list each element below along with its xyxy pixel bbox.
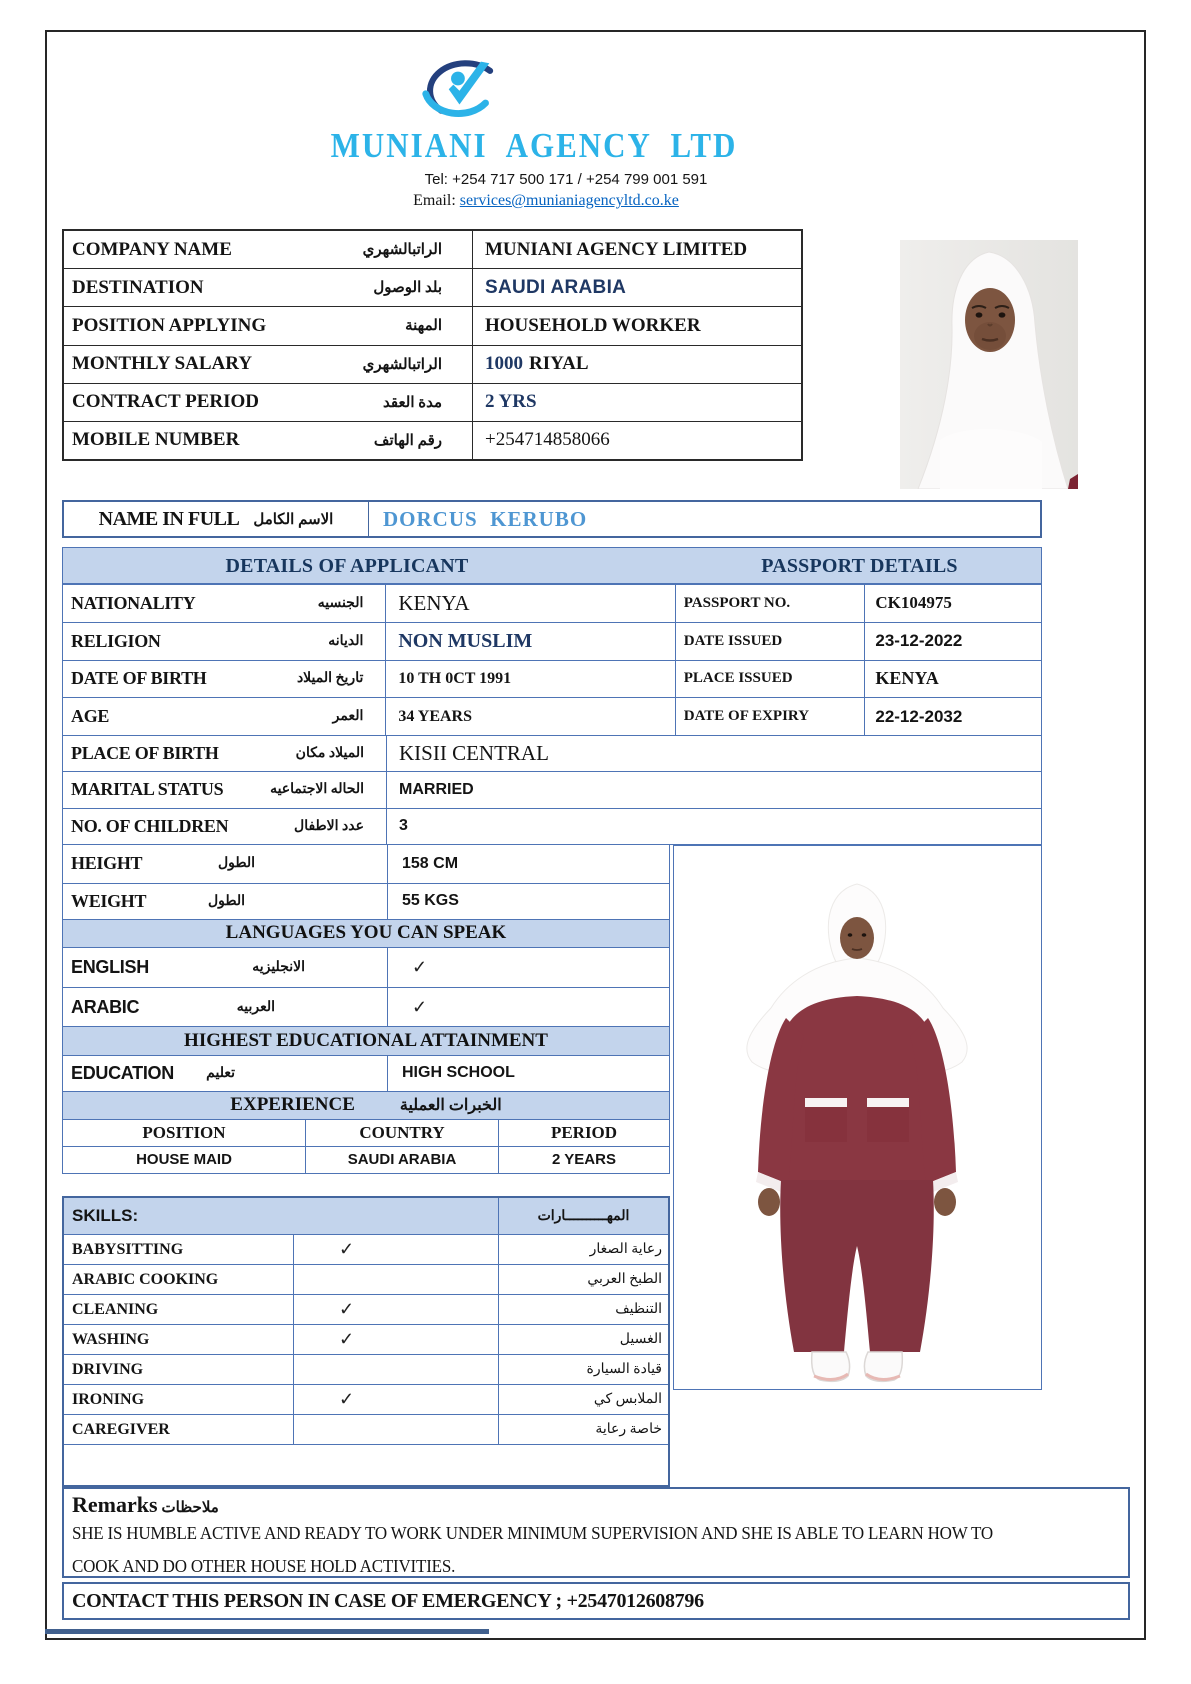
header-en: EXPERIENCE	[230, 1094, 355, 1116]
position-applying-value: HOUSEHOLD WORKER	[485, 314, 701, 336]
label-en: NATIONALITY	[71, 592, 196, 613]
remarks-line-2: COOK AND DO OTHER HOUSE HOLD ACTIVITIES.	[72, 1556, 456, 1576]
skill-row	[64, 1294, 668, 1324]
label-en: RELIGION	[71, 630, 161, 651]
weight-label	[63, 884, 387, 919]
label-ar: مدة العقد	[383, 394, 442, 411]
label-en: MARITAL STATUS	[71, 779, 224, 800]
arabic-check: ✓	[387, 988, 669, 1027]
skill-caregiver-label: CAREGIVER	[72, 1420, 170, 1438]
skill-caregiver-check	[293, 1415, 498, 1444]
monthly-salary-value	[473, 346, 801, 383]
country-column-header: COUNTRY	[305, 1120, 498, 1146]
height-value: 158 CM	[387, 845, 669, 883]
skill-driving-label: DRIVING	[72, 1360, 144, 1378]
skill-ironing-arabic: الملابس كي	[498, 1385, 668, 1414]
table-row	[64, 231, 801, 268]
period-column-header: PERIOD	[498, 1120, 669, 1146]
label-ar: بلد الوصول	[373, 280, 442, 297]
date-of-expiry-value: 22-12-2032	[864, 698, 1041, 735]
skill-arabic-cooking-label: ARABIC COOKING	[72, 1270, 219, 1288]
passport-details-header: PASSPORT DETAILS	[761, 555, 958, 577]
place-of-birth-label	[63, 736, 386, 771]
name-in-full-row	[62, 500, 1042, 538]
header-ar: الخبرات العملية	[399, 1097, 502, 1115]
name-in-full-value	[369, 502, 1040, 536]
applicant-name: DORCUS KERUBO	[383, 506, 588, 531]
skill-row	[64, 1234, 668, 1264]
label-en: HEIGHT	[71, 853, 143, 874]
label-en: PLACE OF BIRTH	[71, 743, 219, 764]
date-of-expiry-label: DATE OF EXPIRY	[675, 698, 865, 735]
nationality-value: KENYA	[385, 585, 674, 622]
table-row	[63, 845, 669, 883]
label-ar: الديانه	[328, 633, 364, 649]
label-en: COMPANY NAME	[72, 238, 232, 260]
remarks-title	[72, 1492, 1120, 1518]
date-of-birth-label	[63, 661, 385, 698]
label-en: WEIGHT	[71, 890, 147, 911]
skill-row	[64, 1354, 668, 1384]
experience-columns-row	[63, 1119, 669, 1146]
label-en: EDUCATION	[71, 1062, 174, 1083]
skill-cleaning-label: CLEANING	[72, 1300, 159, 1318]
experience-country: SAUDI ARABIA	[305, 1147, 498, 1173]
remarks-line-1: SHE IS HUMBLE ACTIVE AND READY TO WORK UNDER MINIMUM SUPERVISION AND SHE IS ABLE TO LEARN HOW TO	[72, 1523, 993, 1543]
email-link[interactable]: services@munianiagencyltd.co.ke	[459, 192, 679, 209]
company-name-label	[64, 231, 473, 268]
name-in-full-label	[64, 502, 369, 536]
label-en: MOBILE NUMBER	[72, 429, 240, 451]
skills-header-row	[64, 1198, 668, 1234]
skill-driving-check	[293, 1355, 498, 1384]
label-ar: الراتبالشهري	[362, 242, 442, 259]
details-of-applicant-header: DETAILS OF APPLICANT	[225, 555, 469, 577]
languages-header: LANGUAGES YOU CAN SPEAK	[63, 919, 669, 947]
date-issued-label: DATE ISSUED	[675, 623, 865, 660]
label-en: ENGLISH	[71, 956, 149, 977]
email-label: Email:	[413, 192, 456, 209]
age-label	[63, 698, 385, 735]
table-row	[64, 383, 801, 421]
skill-cleaning-check: ✓	[293, 1295, 498, 1324]
passport-no-label: PASSPORT NO.	[675, 585, 865, 622]
details-passport-table	[62, 584, 1042, 736]
skill-babysitting-arabic: رعاية الصغار	[498, 1235, 668, 1264]
skill-ironing-label: IRONING	[72, 1390, 145, 1408]
date-of-birth-value: 10 TH 0CT 1991	[385, 661, 674, 698]
remarks-title-en: Remarks	[72, 1492, 158, 1517]
salary-amount: 1000	[485, 353, 523, 375]
personal-rows-table	[62, 736, 1042, 845]
label-ar: الحاله الاجتماعيه	[270, 782, 364, 798]
table-row	[63, 883, 669, 919]
skill-driving-arabic: قيادة السيارة	[498, 1355, 668, 1384]
agency-phone: Tel: +254 717 500 171 / +254 799 001 591	[424, 171, 708, 188]
weight-value: 55 KGS	[387, 884, 669, 919]
table-row	[64, 421, 801, 459]
label-en: AGE	[71, 706, 110, 727]
table-row	[64, 345, 801, 383]
agency-title: MUNIANI AGENCY LTD	[330, 125, 738, 166]
skill-babysitting-check: ✓	[293, 1235, 498, 1264]
skill-washing-arabic: الغسيل	[498, 1325, 668, 1354]
table-row	[63, 1055, 669, 1091]
label-en: NO. OF CHILDREN	[71, 815, 229, 836]
passport-no-value: CK104975	[864, 585, 1041, 622]
table-row	[63, 697, 1041, 735]
destination-value: SAUDI ARABIA	[485, 276, 627, 298]
table-row	[63, 771, 1041, 807]
label-ar: المهنة	[405, 318, 442, 335]
experience-header	[63, 1091, 669, 1119]
marital-status-value: MARRIED	[386, 772, 1041, 807]
children-value: 3	[386, 809, 1041, 844]
table-row	[64, 306, 801, 344]
label-ar: الطول	[207, 893, 245, 909]
table-row	[63, 660, 1041, 698]
salary-unit: RIYAL	[529, 353, 589, 375]
label-ar: الجنسيه	[317, 595, 364, 611]
skill-row	[64, 1324, 668, 1354]
date-issued-value: 23-12-2022	[864, 623, 1041, 660]
table-row	[63, 808, 1041, 844]
table-row	[63, 736, 1041, 771]
monthly-salary-label	[64, 346, 473, 383]
table-row	[63, 585, 1041, 622]
agency-logo-icon	[415, 54, 507, 126]
skill-washing-check: ✓	[293, 1325, 498, 1354]
skill-cleaning-arabic: التنظيف	[498, 1295, 668, 1324]
label-en: MONTHLY SALARY	[72, 353, 253, 375]
label-en: DESTINATION	[72, 276, 204, 298]
label-en: ARABIC	[71, 996, 140, 1017]
contract-period-label	[64, 384, 473, 421]
skill-row	[64, 1414, 668, 1444]
contract-period-value: 2 YRS	[485, 391, 537, 413]
label-ar: الاسم الكامل	[253, 511, 334, 528]
skill-row	[64, 1264, 668, 1294]
bottom-divider	[45, 1629, 489, 1634]
education-header: HIGHEST EDUCATIONAL ATTAINMENT	[63, 1026, 669, 1054]
nationality-label	[63, 585, 385, 622]
experience-period: 2 YEARS	[498, 1147, 669, 1173]
skill-arabic-cooking-check	[293, 1265, 498, 1294]
label-ar: الميلاد مكان	[295, 746, 364, 762]
education-label	[63, 1056, 387, 1091]
label-ar: الراتبالشهري	[362, 356, 442, 373]
company-info-table	[62, 229, 803, 461]
section-header-band	[62, 547, 1042, 584]
skills-table	[62, 1196, 670, 1487]
label-en: CONTRACT PERIOD	[72, 391, 260, 413]
emergency-contact-bar: CONTACT THIS PERSON IN CASE OF EMERGENCY ; +2547012608796	[62, 1582, 1130, 1620]
table-row	[63, 947, 669, 987]
children-label	[63, 809, 386, 844]
remarks-title-ar: ملاحظات	[161, 1500, 219, 1516]
arabic-label	[63, 988, 387, 1027]
empty-row	[64, 1444, 668, 1485]
skill-ironing-check: ✓	[293, 1385, 498, 1414]
label-ar: الطول	[217, 856, 255, 872]
experience-position: HOUSE MAID	[136, 1151, 232, 1169]
label-ar: تاريخ الميلاد	[296, 671, 364, 687]
religion-label	[63, 623, 385, 660]
skill-row	[64, 1384, 668, 1414]
label-ar: العربيه	[236, 999, 275, 1015]
age-value: 34 YEARS	[385, 698, 674, 735]
skill-babysitting-label: BABYSITTING	[72, 1240, 184, 1258]
mobile-number-label	[64, 422, 473, 459]
label-ar: عدد الاطفال	[294, 818, 364, 834]
label-ar: رقم الهاتف	[373, 432, 442, 449]
place-of-birth-value: KISII CENTRAL	[386, 736, 1041, 771]
english-label	[63, 948, 387, 987]
remarks-section	[62, 1487, 1130, 1578]
label-ar: الانجليزيه	[252, 959, 305, 975]
place-issued-label: PLACE ISSUED	[675, 661, 865, 698]
applicant-portrait-photo	[900, 240, 1078, 489]
height-label	[63, 845, 387, 883]
education-value: HIGH SCHOOL	[387, 1056, 669, 1091]
applicant-full-body-photo	[673, 845, 1042, 1390]
mobile-number-value: +254714858066	[485, 429, 610, 451]
marital-status-label	[63, 772, 386, 807]
skills-header: SKILLS:	[72, 1206, 139, 1225]
label-en: NAME IN FULL	[98, 507, 240, 530]
label-en: DATE OF BIRTH	[71, 668, 207, 689]
company-name-value: MUNIANI AGENCY LIMITED	[485, 238, 748, 260]
label-ar: تعليم	[206, 1065, 235, 1081]
label-en: POSITION APPLYING	[72, 314, 267, 336]
position-applying-label	[64, 307, 473, 344]
position-column-header: POSITION	[142, 1122, 226, 1142]
religion-value: NON MUSLIM	[385, 623, 674, 660]
place-issued-value: KENYA	[864, 661, 1041, 698]
table-row	[63, 622, 1041, 660]
experience-data-row	[63, 1146, 669, 1173]
attributes-table	[62, 845, 670, 1174]
skill-washing-label: WASHING	[72, 1330, 150, 1348]
english-check: ✓	[387, 948, 669, 987]
agency-email-line	[246, 192, 846, 210]
label-ar: العمر	[332, 709, 364, 725]
skills-header-arabic: المهــــــــــارات	[498, 1198, 668, 1234]
skill-arabic-cooking-arabic: الطبخ العربي	[498, 1265, 668, 1294]
skill-caregiver-arabic: خاصة رعاية	[498, 1415, 668, 1444]
destination-label	[64, 269, 473, 306]
table-row	[63, 987, 669, 1027]
table-row	[64, 268, 801, 306]
